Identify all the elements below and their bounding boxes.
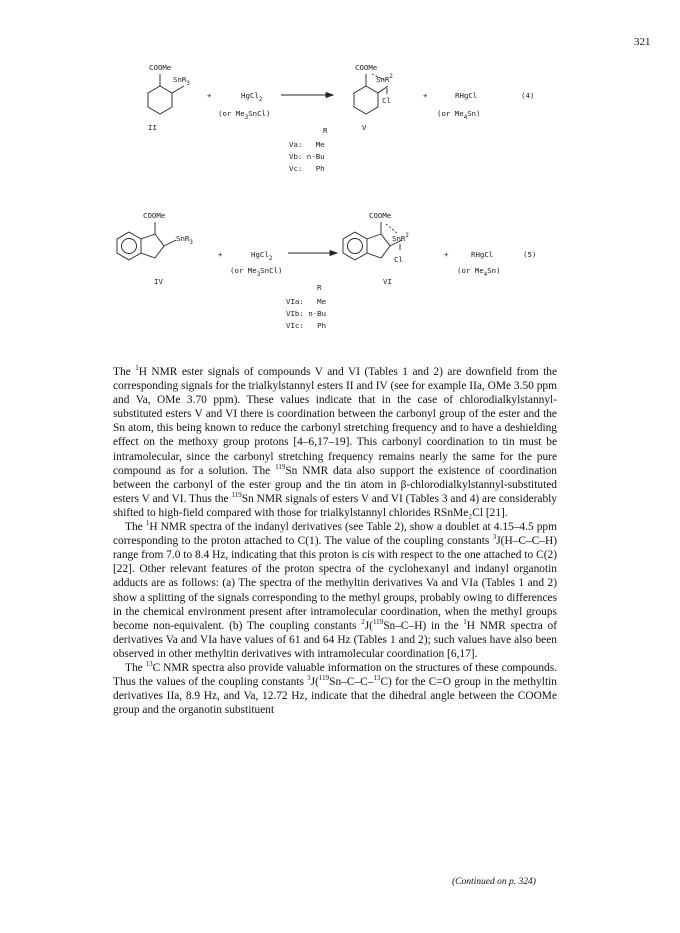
body-text — [113, 365, 557, 717]
cyclohexane-ring-product — [354, 86, 378, 114]
r-row: Vc: Ph — [289, 164, 325, 173]
byproduct-rhgcl: RHgCl — [471, 250, 494, 259]
tin-group-reactant-5: SnR$_3$ — [176, 234, 193, 246]
byproduct-alternative: (or $Me_4Sn$) — [437, 109, 481, 121]
reagent-hgcl2: HgCl$_2$ — [251, 250, 273, 262]
ester-label-product-5: COOMe — [369, 211, 392, 220]
compound-label-II: II — [148, 123, 157, 132]
tin-group-reactant-4: SnR$_3$ — [173, 75, 190, 87]
ester-label-product-4: COOMe — [355, 63, 378, 72]
byproduct-alternative: (or $Me_4Sn$) — [457, 266, 501, 278]
plus-sign: + — [218, 250, 223, 259]
equation-number-4: (4) — [521, 91, 535, 100]
r-row: VIc: Ph — [286, 321, 327, 330]
continued-note: (Continued on p. 324) — [452, 877, 536, 887]
plus-sign: + — [444, 250, 449, 259]
reagent-alternative: (or $Me_3SnCl$) — [218, 109, 271, 121]
r-row: Vb: n-Bu — [289, 152, 325, 161]
equation-number-5: (5) — [523, 250, 537, 259]
page-number: 321 — [634, 36, 651, 48]
plus-sign: + — [207, 91, 212, 100]
chloro-product-5: Cl — [394, 255, 403, 264]
paragraph: The $^1$H NMR ester signals of compounds V and VI (Tables 1 and 2) are downfield from the corresponding signals for the trialkylstannyl esters II and IV (see for example IIa, OMe 3.50 ppm and Va, OMe 3.70 ppm). These values indicate that in the case of chlorodialkylstannyl-substituted esters V and VI there is coordination between the carbonyl group of the ester and the Sn atom, this being known to reduce the carbonyl stretching frequency and to have a deshielding effect on the methoxy group protons [4–6,17–19]. This carbonyl coordination to tin must be intramolecular, since the carbonyl stretching frequency remains nearly the same for the pure compound as for a solution. The $^{119}$Sn NMR data also support the existence of coordination between the carbonyl of the ester group and the tin atom in β-chlorodialkylstannyl-substituted esters V and VI. Thus the $^{119}$Sn NMR signals of esters V and VI (Tables 3 and 4) are considerably shifted to high-field compared with those for trialkylstannyl chlorides RSnMe₂Cl [21]. — [113, 364, 558, 519]
r-header-4: R — [323, 126, 328, 135]
compound-label-IV: IV — [154, 277, 163, 286]
benzene-ring-product — [343, 232, 367, 260]
byproduct-rhgcl: RHgCl — [455, 91, 478, 100]
cyclohexane-ring-reactant — [148, 86, 172, 114]
r-header-5: R — [317, 283, 322, 292]
compound-label-VI: VI — [383, 277, 392, 286]
tin-group-product-4: SnR$^2$ — [376, 74, 393, 84]
chloro-product-4: Cl — [382, 96, 391, 105]
plus-sign: + — [423, 91, 428, 100]
reagent-alternative: (or $Me_3SnCl$) — [230, 266, 283, 278]
r-row: Va: Me — [289, 140, 325, 149]
reagent-hgcl2: HgCl$_2$ — [241, 91, 263, 103]
benzene-ring-reactant — [117, 232, 141, 260]
ester-label-reactant-5: COOMe — [143, 211, 166, 220]
reaction-schemes — [0, 0, 680, 360]
compound-label-V: V — [362, 123, 367, 132]
paragraph: The $^{13}$C NMR spectra also provide valuable information on the structures of these compounds. Thus the values of the coupling constants $^3$J($^{119}$Sn–C–C–$^{13}$C) for the C=O group in the methyltin derivatives IIa, 8.9 Hz, and Va, 12.72 Hz, indicate that the dihedral angle between the COOMe group and the organotin substituent — [113, 659, 558, 717]
ester-label-reactant-4: COOMe — [149, 63, 172, 72]
r-row: VIb: n-Bu — [286, 309, 327, 318]
paragraph: The $^1$H NMR spectra of the indanyl derivatives (see Table 2), show a doublet at 4.15–4.5 ppm corresponding to the proton attached to C(1). The value of the coupling constants $^3$J(H–C–C–H) range from 7.0 to 8.4 Hz, indicating that this proton is cis with respect to the one attached to C(2) [22]. Other relevant features of the proton spectra of the cyclohexanyl and indanyl organotin adducts are as follows: (a) The spectra of the methyltin derivatives Va and VIa (Tables 1 and 2) show a splitting of the signals corresponding to the methyl groups, probably owing to differences in the chemical environment present after intramolecular coordination, when the methyl groups become non-equivalent. (b) The coupling constants $^2$J($^{119}$Sn–C–H) in the $^1$H NMR spectra of derivatives Va and VIa have values of 61 and 64 Hz (Tables 1 and 2); such values have also been observed in other methyltin derivatives with intramolecular coordination [6,17]. — [113, 519, 558, 660]
r-row: VIa: Me — [286, 297, 327, 306]
tin-group-product-5: SnR$^2$ — [392, 233, 409, 243]
